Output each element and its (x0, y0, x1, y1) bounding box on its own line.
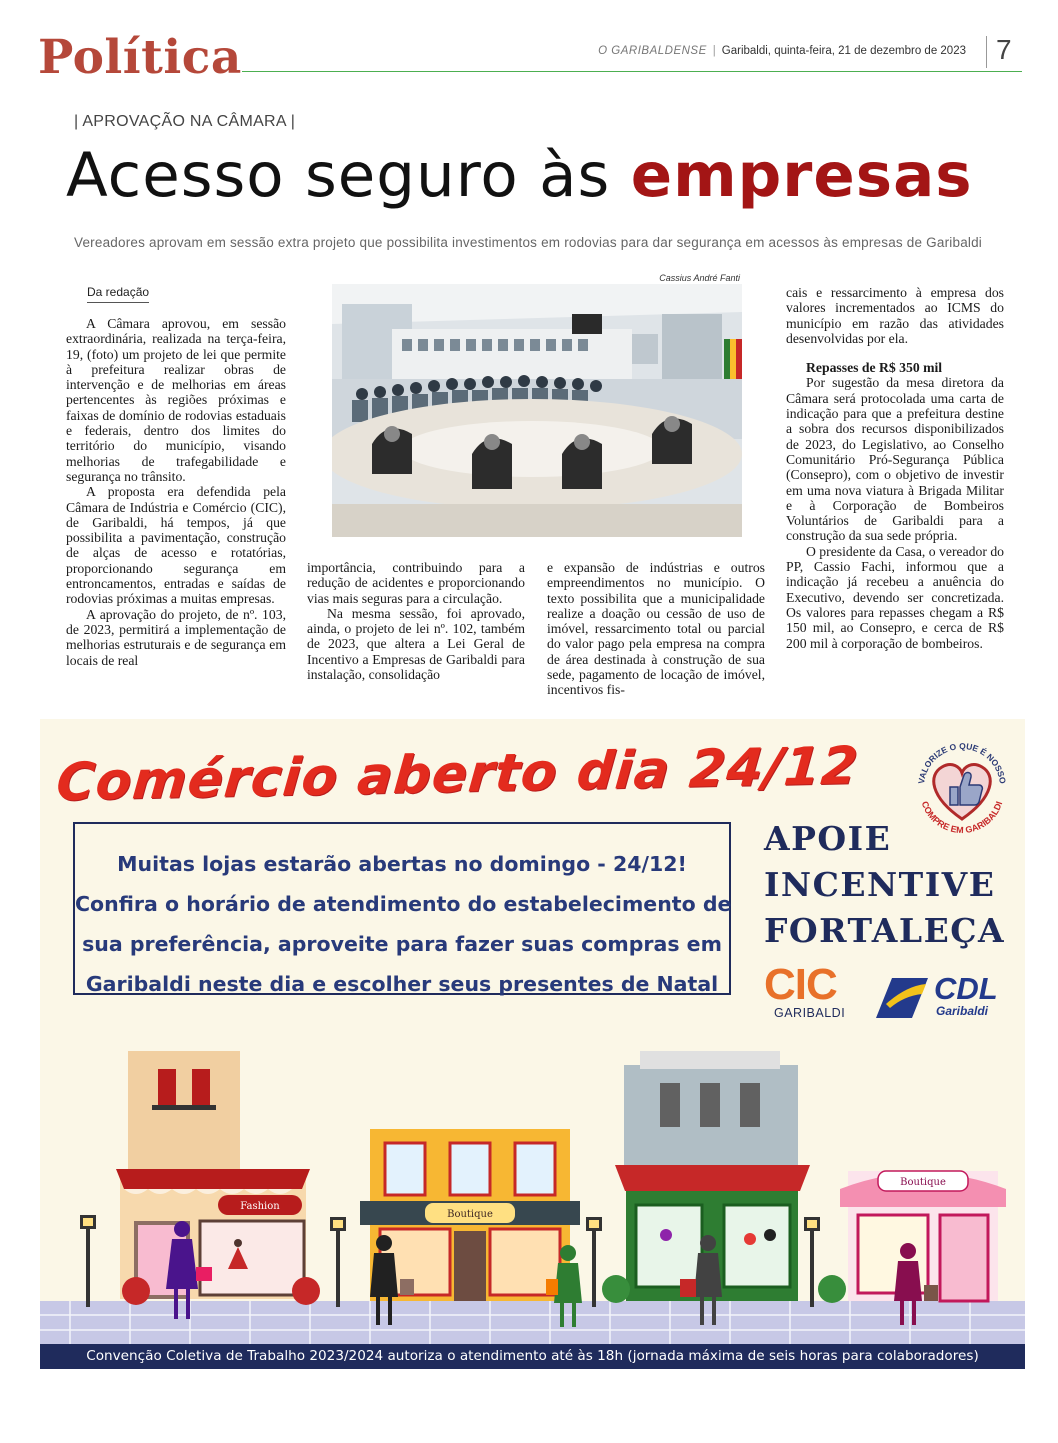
ad-footer-notice: Convenção Coletiva de Trabalho 2023/2024 autoriza o atendimento até às 18h (jornada máxima de seis horas para colaboradores) (40, 1344, 1025, 1369)
page-number: 7 (996, 34, 1012, 65)
column-4-paragraph: O presidente da Casa, o vereador do PP, Cassio Fachi, informou que a indicação já recebeu a anuência do Executivo, devendo ser concretizada. Os valores para repasses chegam a R$ 150 mil, ao Consepro, e cerca de R$ 200 mil à corporação de bombeiros. (786, 543, 1005, 651)
cic-logo-text: CIC (764, 960, 837, 1009)
council-chamber-illustration (332, 284, 742, 537)
article-column-4 (786, 285, 1004, 651)
paper-name: O GARIBALDENSE (598, 45, 707, 57)
badge-bottom-text: COMPRE EM GARIBALDI (919, 799, 1005, 835)
article-kicker: | APROVAÇÃO NA CÂMARA | (74, 113, 296, 130)
header-rule (242, 71, 1022, 72)
slogan-line: APOIE (764, 819, 892, 858)
byline: Da redação (87, 285, 149, 303)
ad-message-line: sua preferência, aproveite para fazer suas compras em (82, 932, 722, 956)
headline-part-2: empresas (630, 140, 973, 211)
ad-message-box (73, 822, 731, 995)
column-4-paragraph: Por sugestão da mesa diretora da Câmara será protocolada uma carta de indicação para que a prefeitura destine a sobra dos recursos disponibilizados de 2023, do Legislativo, ao Conselho Comunitário Pró-Segurança Pública (Consepro), com o objetivo de investir em uma nova viatura à Brigada Militar e à Corporação de Bombeiros Voluntários de Garibaldi para a construção da sua sede própria. (786, 375, 1004, 544)
cdl-logo (872, 971, 1002, 1024)
column-1-paragraph: A Câmara aprovou, em sessão extraordinária, realizada na terça-feira, 19, (foto) um projeto de lei que permite à prefeitura realizar obras de intervenção e de melhorias em áreas pertencentes às regiões próximas e faixas de domínio de rodovias estaduais e federais, dentro dos limites do território do município, visando melhorias de trafegabilidade e segurança no trânsito. (66, 316, 286, 484)
article-column-2 (307, 560, 525, 682)
section-title: Política (38, 30, 242, 85)
column-1-paragraph: A proposta era defendida pela Câmara de Indústria e Comércio (CIC), de Garibaldi, há tempos, já que possibilita a pavimentação, construção de alças de acesso e rotatórias, proporcionando segurança em entroncamentos, entradas e saídas de rodovias próximas a muitas empresas. (66, 484, 286, 607)
column-4-paragraph: cais e ressarcimento à empresa dos valores incrementados ao ICMS do município em razão das atividades desenvolvidas por ela. (786, 285, 1004, 346)
article-column-3 (547, 560, 765, 698)
column-4-subtitle: Repasses de R$ 350 mil (806, 360, 943, 376)
column-2-paragraph: importância, contribuindo para a redução de acidentes e proporcionando vias mais seguras para a circulação. (307, 560, 525, 606)
header-meta: O GARIBALDENSE | Garibaldi, quinta-feira, 21 de dezembro de 2023 (598, 45, 966, 57)
article-headline (66, 140, 973, 211)
ad-title: Comércio aberto dia 24/12 (54, 736, 861, 813)
headline-part-1: Acesso seguro às (66, 140, 611, 211)
slogan-line: FORTALEÇA (764, 911, 1006, 950)
council-session-photo (332, 284, 742, 537)
heart-thumbs-up-icon (910, 735, 1014, 835)
cdl-logo-city: Garibaldi (936, 1004, 989, 1018)
boutique-store-pink (840, 1171, 1006, 1301)
article-subheadline: Vereadores aprovam em sessão extra projeto que possibilita investimentos em rodovias para dar segurança em acessos às empresas de Garibaldi (74, 235, 983, 250)
commerce-advertisement (40, 719, 1025, 1369)
cic-logo (764, 960, 858, 1024)
article-column-1 (66, 316, 286, 668)
slogan-line: INCENTIVE (764, 865, 996, 904)
column-3-paragraph: e expansão de indústrias e outros empreendimentos no município. O texto possibilita que a municipalidade realize a doação ou cessão de uso de imóvel, ressarcimento total ou parcial do valor pago pela empresa na compra de área destinada à construção de sua sede, pagamento de locação de imóvel, incentivos fis- (547, 560, 765, 698)
compre-em-garibaldi-badge (910, 735, 1014, 835)
ad-message-line: Garibaldi neste dia e escolher seus presentes de Natal (85, 972, 719, 996)
page-number-separator (986, 36, 987, 68)
dateline: Garibaldi, quinta-feira, 21 de dezembro de 2023 (721, 45, 966, 57)
column-2-paragraph: Na mesma sessão, foi aprovado, ainda, o projeto de lei nº. 102, também de 2023, que altera a Lei Geral de Incentivo a Empresas de Garibaldi para instalação, consolidação (307, 605, 525, 683)
cdl-swoosh-icon (872, 974, 932, 1022)
store-sign-fashion: Fashion (240, 1201, 280, 1212)
ad-message-line: Muitas lojas estarão abertas no domingo - 24/12! (117, 852, 687, 876)
storefront-street-illustration (40, 1039, 1025, 1345)
cdl-logo-text: CDL (934, 971, 998, 1006)
ad-message-line: Confira o horário de atendimento do estabelecimento de (75, 892, 732, 916)
badge-top-text: VALORIZE O QUE É NOSSO (916, 740, 1008, 785)
photo-credit: Cassius André Fanti (659, 273, 740, 283)
store-sign-boutique-2: Boutique (900, 1177, 946, 1188)
store-sign-boutique-1: Boutique (447, 1209, 493, 1220)
column-1-paragraph: A aprovação do projeto, de nº. 103, de 2023, permitirá a implementação de melhorias estruturais e de segurança em locais de real (66, 606, 286, 668)
fashion-store (116, 1051, 310, 1299)
cic-logo-city: GARIBALDI (774, 1006, 846, 1020)
